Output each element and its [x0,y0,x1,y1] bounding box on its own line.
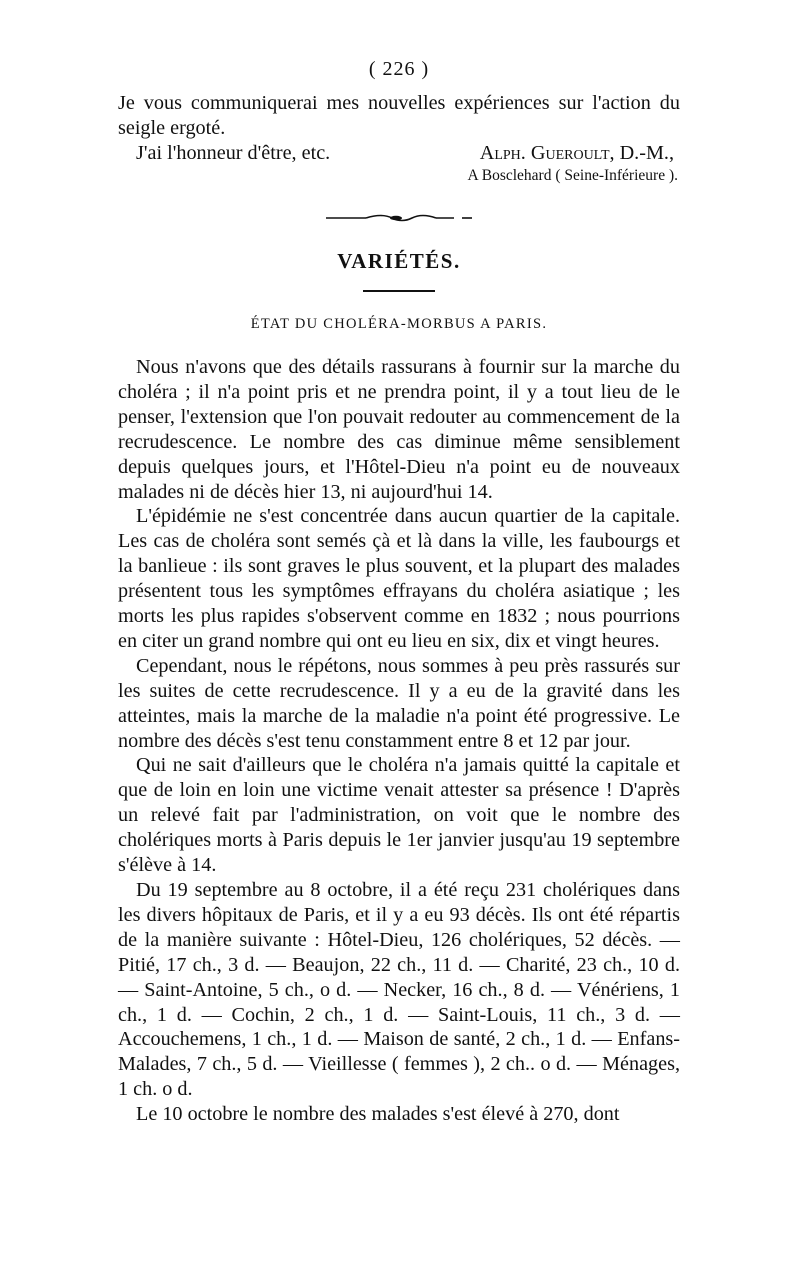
title-rule [363,290,435,292]
paragraph-1: Nous n'avons que des détails rassurans à fournir sur la marche du choléra ; il n'a point pris et ne prendra point, il y a tout lieu de le penser, l'extension que l'on pouvait redouter au commencement de la recrudescence. Le nombre des cas diminue même sensiblement depuis quelques jours, et l'Hôtel-Dieu n'a point eu de nouveaux malades ni de décès hier 13, ni aujourd'hui 14. [118,355,680,503]
signature-row [118,141,680,166]
page-number: ( 226 ) [368,58,430,80]
paragraph-2: L'épidémie ne s'est concentrée dans aucun quartier de la capitale. Les cas de choléra sont semés çà et là dans la ville, les faubourgs et la banlieue : ils sont graves le plus souvent, et la plupart des malades présentent tous les symptômes effrayans du choléra asiatique ; les morts les plus rapides s'observent comme en 1832 ; nous pourrions en citer un grand nombre qui ont eu lieu en six, dix et vingt heures. [118,505,680,652]
salutation: J'ai l'honneur d'être, etc. [136,141,331,164]
ornamental-divider [118,211,680,223]
paragraph-5: Du 19 septembre au 8 octobre, il a été reçu 231 cholériques dans les divers hôpitaux de Paris, et il y a eu 93 décès. Ils ont été répartis de la manière suivante : Hôtel-Dieu, 126 cholériques, 52 décès. — Pitié, 17 ch., 3 d. — Beaujon, 22 ch., 11 d. — Charité, 23 ch., 10 d. — Saint-Antoine, 5 ch., o d. — Necker, 16 ch., 8 d. — Vénériens, 1 ch., 1 d. — Cochin, 2 ch., 1 d. — Saint-Louis, 11 ch., 3 d. — Accouchemens, 1 ch., 1 d. — Maison de santé, 2 ch., 1 d. — Enfans-Malades, 7 ch., 5 d. — Vieillesse ( femmes ), 2 ch.. o d. — Ménages, 1 ch. o d. [118,879,680,1101]
signature-place: A Bosclehard ( Seine-Inférieure ). [467,167,678,185]
page [118,58,680,1127]
signature-name: Alph. Gueroult, D.-M., [479,141,674,164]
letter-line-1: Je vous communiquerai mes nouvelles expériences sur l'action du [118,92,680,114]
article-title: ÉTAT DU CHOLÉRA-MORBUS A PARIS. [250,315,548,332]
letter-line-2: seigle ergoté. [118,116,226,139]
paragraph-4: Qui ne sait d'ailleurs que le choléra n'a jamais quitté la capitale et que de loin en loin une victime venait attester sa présence ! D'après un relevé fait par l'administration, on voit que le nombre des cholériques morts à Paris depuis le 1er janvier jusqu'au 19 septembre s'élève à 14. [118,754,680,877]
paragraph-3: Cependant, nous le répétons, nous sommes à peu près rassurés sur les suites de cette recrudescence. Il y a eu de la gravité dans les atteintes, mais la marche de la maladie n'a point été progressive. Le nombre des décès s'est tenu constamment entre 8 et 12 par jour. [118,654,680,752]
ornament-icon [324,212,474,224]
paragraph-6: Le 10 octobre le nombre des malades s'est élevé à 270, dont [136,1103,620,1126]
section-title: VARIÉTÉS. [337,249,461,274]
